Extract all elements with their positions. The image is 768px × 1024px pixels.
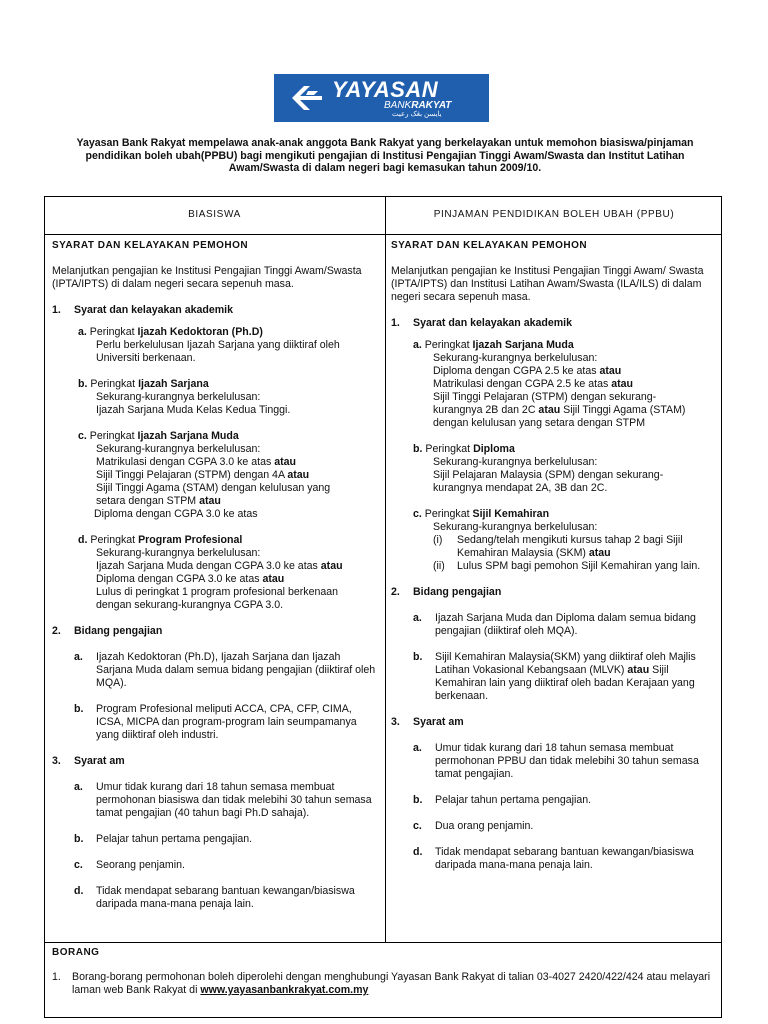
left-general-b: b. Pelajar tahun pertama pengajian. (74, 833, 253, 845)
left-item-a: a. Peringkat Ijazah Kedoktoran (Ph.D) Perlu berkelulusan Ijazah Sarjana yang diiktiraf oleh Universiti berkenaan. (78, 326, 340, 364)
left-field-a: a. Ijazah Kedoktoran (Ph.D), Ijazah Sarjana dan Ijazah Sarjana Muda dalam semua bidang pengajian (diiktiraf oleh MQA). (74, 651, 376, 689)
left-item-b: b. Peringkat Ijazah Sarjana Sekurang-kurangnya berkelulusan: Ijazah Sarjana Muda Kelas Kedua Tinggi. (78, 378, 291, 416)
right-field-b: b. Sijil Kemahiran Malaysia(SKM) yang diiktiraf oleh Majlis Latihan Vokasional Kebangsaan (MLVK) atau Sijil Kemahiran lain yang diiktiraf oleh badan Kerajaan yang berkenaan. (413, 651, 696, 702)
left-section-title: SYARAT DAN KELAYAKAN PEMOHON (52, 240, 249, 251)
ppbu-column (391, 239, 716, 872)
left-lead: Melanjutkan pengajian ke Institusi Pengajian Tinggi Awam/Swasta (IPTA/IPTS) di dalam negeri secara sepenuh masa. (52, 265, 362, 290)
left-heading-1: 1. Syarat dan kelayakan akademik (52, 304, 234, 316)
biasiswa-header: BIASISWA (188, 209, 241, 220)
right-general-c: c. Dua orang penjamin. (413, 820, 534, 832)
left-item-d: d. Peringkat Program Profesional Sekurang-kurangnya berkelulusan: Ijazah Sarjana Muda dengan CGPA 3.0 ke atas atau Diploma dengan CGPA 3.0 ke atas atau Lulus di peringkat 1 program profesional berkenaan dengan sekurang-kurangnya CGPA 3.0. (78, 534, 343, 611)
right-heading-3: 3. Syarat am (391, 716, 464, 728)
intro-paragraph: Yayasan Bank Rakyat mempelawa anak-anak anggota Bank Rakyat yang berkelayakan untuk memohon biasiswa/pinjaman pendidikan boleh ubah(PPBU) bagi mengikuti pengajian di Institusi Pengajian Tinggi Awam/Swasta dan Institut Latihan Awam/Swasta di dalam negeri bagi kemasukan tahun 2009/10. (76, 137, 694, 174)
right-field-a: a. Ijazah Sarjana Muda dan Diploma dalam semua bidang pengajian (diiktiraf oleh MQA). (413, 612, 696, 637)
left-heading-3: 3. Syarat am (52, 755, 125, 767)
borang-title: BORANG (52, 947, 100, 958)
right-item-b: b. Peringkat Diploma Sekurang-kurangnya berkelulusan: Sijil Pelajaran Malaysia (SPM) dengan sekurang- kurangnya mendapat 2A, 3B dan 2C. (413, 443, 664, 494)
logo-subtitle: BANKRAKYAT (384, 100, 452, 111)
left-general-d: d. Tidak mendapat sebarang bantuan kewangan/biasiswa daripada mana-mana penaja lain. (74, 885, 355, 910)
right-general-a: a. Umur tidak kurang dari 18 tahun semasa membuat permohonan PPBU dan tidak melebihi 30 tahun semasa tamat pengajian. (413, 742, 699, 780)
logo-emblem-icon (288, 82, 326, 114)
yayasan-bank-rakyat-logo (274, 74, 489, 122)
logo-name: YAYASAN (332, 77, 439, 102)
right-lead: Melanjutkan pengajian ke Institusi Pengajian Tinggi Awam/ Swasta (IPTA/IPTS) dan Institusi Latihan Awam/Swasta (ILA/ILS) di dalam negeri secara sepenuh masa. (391, 265, 704, 303)
right-heading-2: 2. Bidang pengajian (391, 586, 502, 598)
right-general-d: d. Tidak mendapat sebarang bantuan kewangan/biasiswa daripada mana-mana penaja lain. (413, 846, 694, 871)
ppbu-header: PINJAMAN PENDIDIKAN BOLEH UBAH (PPBU) (433, 209, 675, 220)
right-item-c: c. Peringkat Sijil Kemahiran Sekurang-kurangnya berkelulusan: (i) Sedang/telah mengikuti kursus tahap 2 bagi Sijil Kemahiran Malaysia (SKM) atau (ii) Lulus SPM bagi pemohon Sijil Kemahiran yang lain. (413, 508, 701, 572)
right-section-title: SYARAT DAN KELAYAKAN PEMOHON (391, 240, 588, 251)
right-general-b: b. Pelajar tahun pertama pengajian. (413, 794, 592, 806)
left-general-c: c. Seorang penjamin. (74, 859, 185, 871)
right-item-a: a. Peringkat Ijazah Sarjana Muda Sekurang-kurangnya berkelulusan: Diploma dengan CGPA 2.5 ke atas atau Matrikulasi dengan CGPA 2.5 ke atas atau Sijil Tinggi Pelajaran (STPM) dengan sekurang- kurangnya 2B dan 2C atau Sijil Tinggi Agama (STAM) dengan kelulusan yang setara dengan STPM (413, 339, 686, 429)
left-item-c: c. Peringkat Ijazah Sarjana Muda Sekurang-kurangnya berkelulusan: Matrikulasi dengan CGPA 3.0 ke atas atau Sijil Tinggi Pelajaran (STPM) dengan 4A atau Sijil Tinggi Agama (STAM) dengan kelulusan yang setara dengan STPM atau Diploma dengan CGPA 3.0 ke atas (78, 430, 331, 520)
column-divider (385, 196, 386, 942)
borang-divider (44, 942, 722, 943)
bank-rakyat-website-link[interactable]: www.yayasanbankrakyat.com.my (200, 984, 369, 996)
logo-jawi: يايسن بڠک رعيت (392, 111, 442, 118)
borang-item-1: 1. Borang-borang permohonan boleh diperolehi dengan menghubungi Yayasan Bank Rakyat di talian 03-4027 2420/422/424 atau melayari laman web Bank Rakyat di www.yayasanbankrakyat.com.my (52, 971, 711, 996)
right-heading-1: 1. Syarat dan kelayakan akademik (391, 317, 573, 329)
left-field-b: b. Program Profesional meliputi ACCA, CPA, CFP, CIMA, ICSA, MICPA dan program-program lain seumpamanya yang diiktiraf oleh industri. (74, 703, 357, 741)
left-general-a: a. Umur tidak kurang dari 18 tahun semasa membuat permohonan biasiswa dan tidak melebihi 30 tahun semasa tamat pengajian (40 tahun bagi Ph.D sahaja). (74, 781, 372, 819)
header-divider (44, 234, 722, 235)
left-heading-2: 2. Bidang pengajian (52, 625, 163, 637)
biasiswa-column (52, 239, 377, 911)
